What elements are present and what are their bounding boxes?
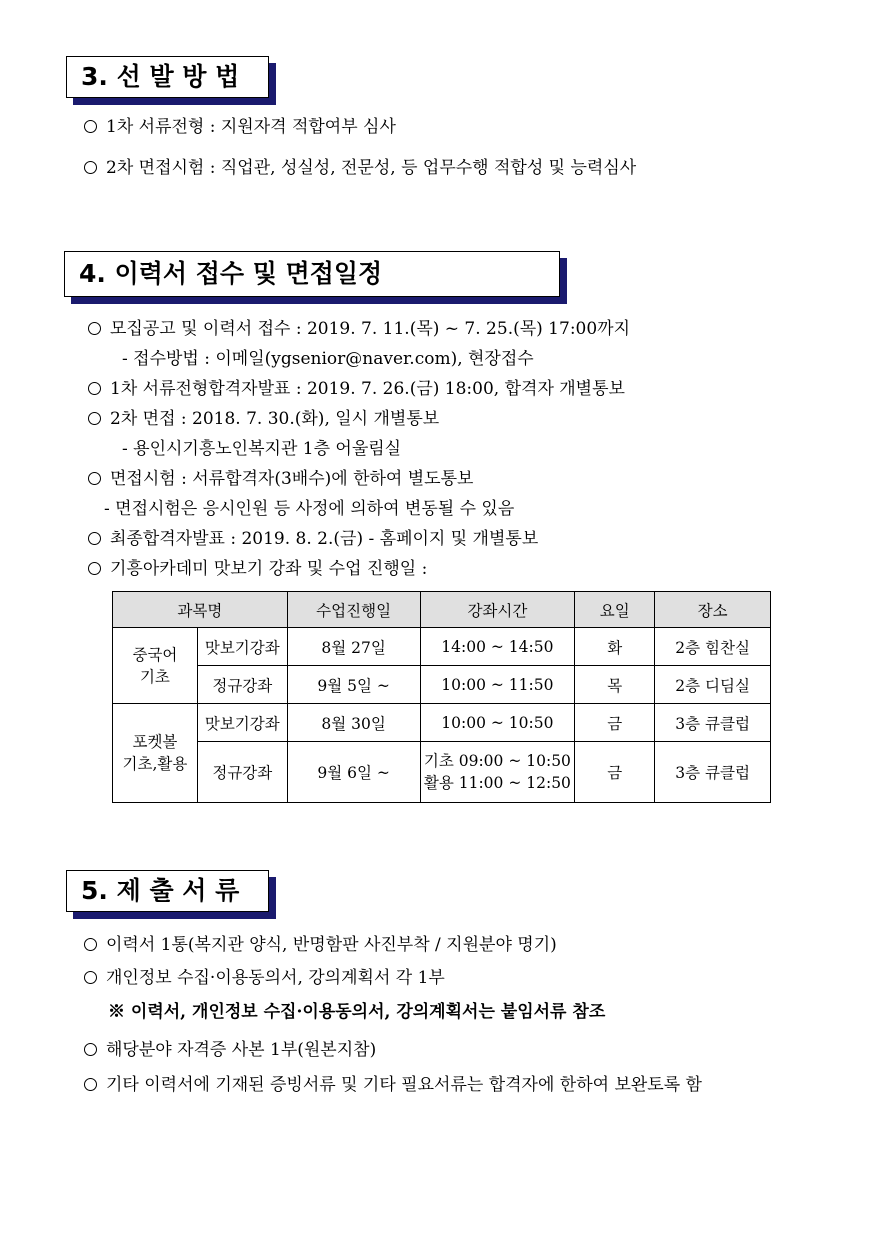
date-cell: 8월 27일 bbox=[287, 628, 420, 666]
time-cell: 기초 09:00 ~ 10:50 활용 11:00 ~ 12:50 bbox=[420, 742, 575, 803]
circle-bullet-icon bbox=[84, 1078, 97, 1091]
section4-line-5: - 용인시기흥노인복지관 1층 어울림실 bbox=[122, 439, 402, 459]
circle-bullet-icon bbox=[88, 322, 101, 335]
section4-line-1: 모집공고 및 이력서 접수 : 2019. 7. 11.(목) ~ 7. 25.(목) 17:00까지 bbox=[88, 318, 630, 340]
day-cell: 금 bbox=[575, 742, 655, 803]
circle-bullet-icon bbox=[84, 971, 97, 984]
date-cell: 9월 5일 ~ bbox=[287, 666, 420, 704]
place-cell: 2층 디딤실 bbox=[655, 666, 771, 704]
type-cell: 정규강좌 bbox=[197, 742, 287, 803]
header-date: 수업진행일 bbox=[287, 592, 420, 628]
circle-bullet-icon bbox=[84, 1043, 97, 1056]
day-cell: 목 bbox=[575, 666, 655, 704]
section5-title: 5. 제 출 서 류 bbox=[66, 870, 269, 912]
header-place: 장소 bbox=[655, 592, 771, 628]
section5-line-3: 해당분야 자격증 사본 1부(원본지참) bbox=[84, 1039, 376, 1061]
section5-line-2: 개인정보 수집·이용동의서, 강의계획서 각 1부 bbox=[84, 967, 445, 989]
header-subject: 과목명 bbox=[113, 592, 288, 628]
section5-note: ※ 이력서, 개인정보 수집·이용동의서, 강의계획서는 붙임서류 참조 bbox=[108, 1002, 606, 1022]
section4-line-8: 최종합격자발표 : 2019. 8. 2.(금) - 홈페이지 및 개별통보 bbox=[88, 528, 538, 550]
subject-cell: 포켓볼 기초,활용 bbox=[113, 704, 198, 803]
section4-line-9: 기흥아카데미 맛보기 강좌 및 수업 진행일 : bbox=[88, 558, 427, 580]
circle-bullet-icon bbox=[88, 532, 101, 545]
header-day: 요일 bbox=[575, 592, 655, 628]
header-time: 강좌시간 bbox=[420, 592, 575, 628]
section4-line-3: 1차 서류전형합격자발표 : 2019. 7. 26.(금) 18:00, 합격자 개별통보 bbox=[88, 378, 625, 400]
day-cell: 화 bbox=[575, 628, 655, 666]
circle-bullet-icon bbox=[88, 472, 101, 485]
circle-bullet-icon bbox=[84, 161, 97, 174]
place-cell: 2층 힘찬실 bbox=[655, 628, 771, 666]
circle-bullet-icon bbox=[88, 562, 101, 575]
time-cell: 10:00 ~ 10:50 bbox=[420, 704, 575, 742]
time-cell: 14:00 ~ 14:50 bbox=[420, 628, 575, 666]
date-cell: 9월 6일 ~ bbox=[287, 742, 420, 803]
table-row bbox=[113, 628, 771, 666]
place-cell: 3층 큐클럽 bbox=[655, 704, 771, 742]
section4-title: 4. 이력서 접수 및 면접일정 bbox=[64, 251, 560, 297]
section4-line-6: 면접시험 : 서류합격자(3배수)에 한하여 별도통보 bbox=[88, 468, 473, 490]
day-cell: 금 bbox=[575, 704, 655, 742]
section5-line-1: 이력서 1통(복지관 양식, 반명함판 사진부착 / 지원분야 명기) bbox=[84, 934, 557, 956]
type-cell: 정규강좌 bbox=[197, 666, 287, 704]
time-cell: 10:00 ~ 11:50 bbox=[420, 666, 575, 704]
circle-bullet-icon bbox=[84, 120, 97, 133]
place-cell: 3층 큐클럽 bbox=[655, 742, 771, 803]
subject-cell: 중국어 기초 bbox=[113, 628, 198, 704]
section5-line-4: 기타 이력서에 기재된 증빙서류 및 기타 필요서류는 합격자에 한하여 보완토록 함 bbox=[84, 1074, 702, 1096]
section3-item-2: 2차 면접시험 : 직업관, 성실성, 전문성, 등 업무수행 적합성 및 능력심사 bbox=[84, 157, 636, 179]
class-schedule-table bbox=[112, 591, 771, 803]
table-row bbox=[113, 742, 771, 803]
section4-line-7: - 면접시험은 응시인원 등 사정에 의하여 변동될 수 있음 bbox=[104, 499, 515, 519]
section3-title: 3. 선 발 방 법 bbox=[66, 56, 269, 98]
section3-item-1: 1차 서류전형 : 지원자격 적합여부 심사 bbox=[84, 116, 396, 138]
circle-bullet-icon bbox=[84, 938, 97, 951]
circle-bullet-icon bbox=[88, 412, 101, 425]
circle-bullet-icon bbox=[88, 382, 101, 395]
table-row bbox=[113, 666, 771, 704]
type-cell: 맛보기강좌 bbox=[197, 628, 287, 666]
section4-line-2: - 접수방법 : 이메일(ygsenior@naver.com), 현장접수 bbox=[122, 349, 534, 369]
type-cell: 맛보기강좌 bbox=[197, 704, 287, 742]
table-header-row bbox=[113, 592, 771, 628]
section4-line-4: 2차 면접 : 2018. 7. 30.(화), 일시 개별통보 bbox=[88, 408, 439, 430]
date-cell: 8월 30일 bbox=[287, 704, 420, 742]
table-row bbox=[113, 704, 771, 742]
